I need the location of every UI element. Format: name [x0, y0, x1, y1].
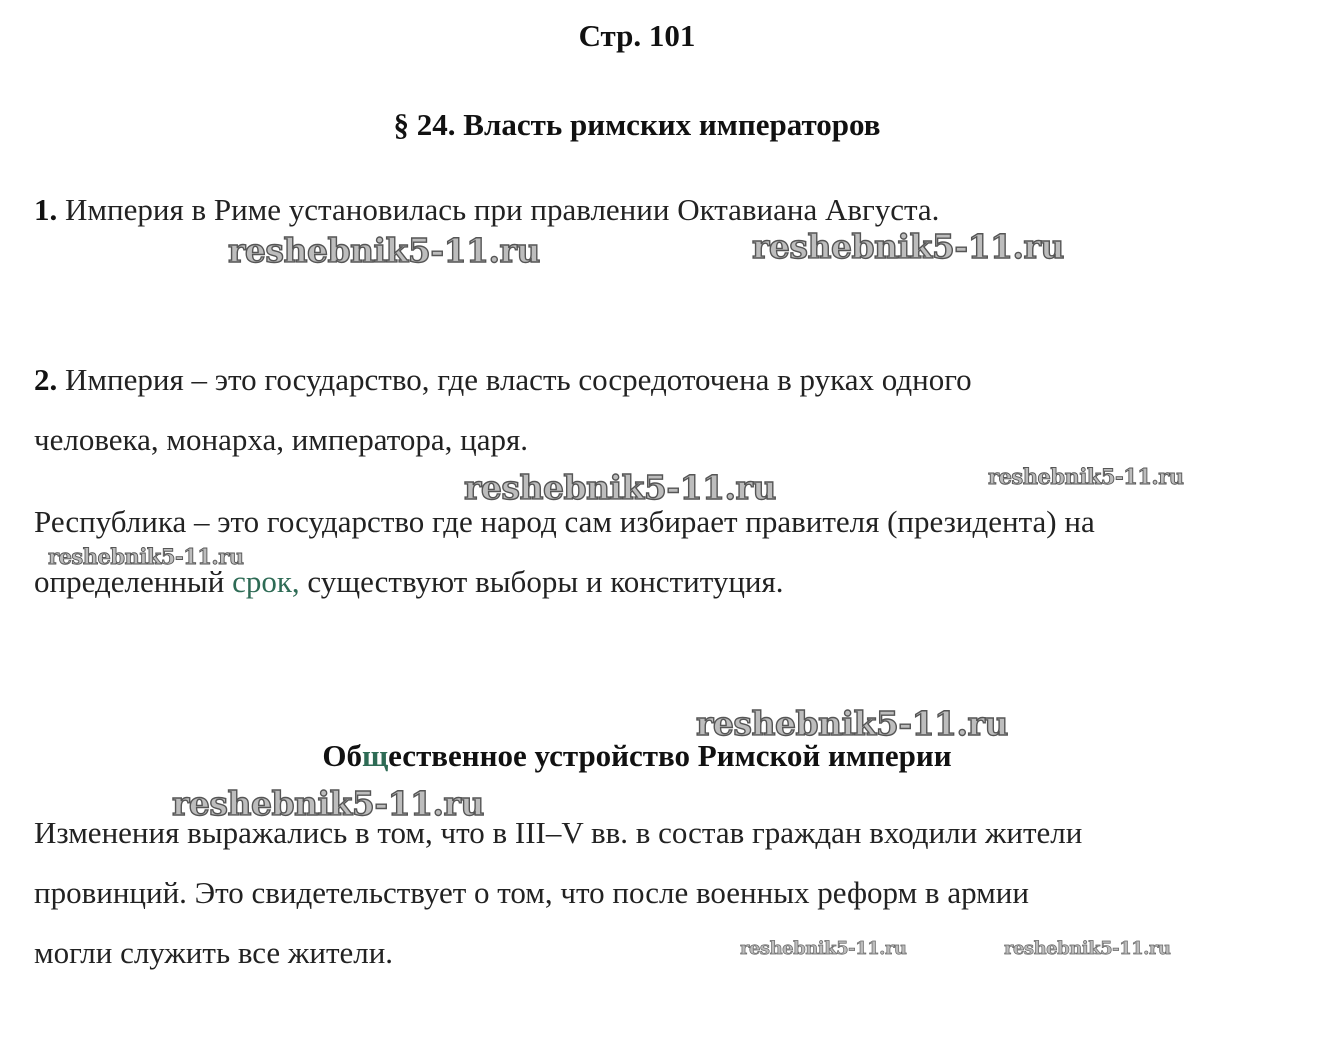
- answer-2-line-4-c: существуют выборы и конституция.: [299, 564, 784, 599]
- watermark: reshebnik5-11.ru: [696, 704, 1008, 743]
- answer-2-line-4-a: определенный: [34, 564, 233, 599]
- answer-3-line-3: могли служить все жители.: [34, 935, 394, 970]
- answer-2-line-1: [34, 350, 1095, 410]
- subheading: [0, 738, 1274, 774]
- watermark: reshebnik5-11.ru: [1004, 938, 1171, 959]
- answer-3-line-1: Изменения выражались в том, что в III–V вв. в состав граждан входили жители: [34, 815, 1083, 850]
- answer-2-line-1-text: Империя – это государство, где власть сосредоточена в руках одного: [57, 362, 972, 397]
- answer-2-number: 2.: [34, 362, 58, 397]
- answer-2-line-3: Республика – это государство где народ сам избирает правителя (президента) на: [34, 504, 1095, 539]
- subheading-part-2: щ: [362, 738, 389, 773]
- watermark: reshebnik5-11.ru: [228, 231, 540, 270]
- subheading-part-1: Об: [322, 738, 362, 773]
- watermark: reshebnik5-11.ru: [48, 544, 244, 569]
- answer-2-line-2: человека, монарха, императора, царя.: [34, 422, 528, 457]
- answer-3-line-2: провинций. Это свидетельствует о том, что после военных реформ в армии: [34, 875, 1029, 910]
- watermark: reshebnik5-11.ru: [172, 784, 484, 823]
- page-number: Стр. 101: [578, 18, 696, 53]
- answer-2-line-4-b: срок,: [232, 564, 300, 599]
- answer-3: [34, 803, 1082, 983]
- section-title: § 24. Власть римских императоров: [393, 107, 881, 142]
- answer-1-number: 1.: [34, 192, 58, 227]
- subheading-part-3: ественное устройство Римской империи: [388, 738, 952, 773]
- watermark: reshebnik5-11.ru: [740, 938, 907, 959]
- watermark: reshebnik5-11.ru: [752, 227, 1064, 266]
- answer-1-text: Империя в Риме установилась при правлении Октавиана Августа.: [57, 192, 940, 227]
- watermark: reshebnik5-11.ru: [988, 464, 1184, 489]
- watermark: reshebnik5-11.ru: [464, 468, 776, 507]
